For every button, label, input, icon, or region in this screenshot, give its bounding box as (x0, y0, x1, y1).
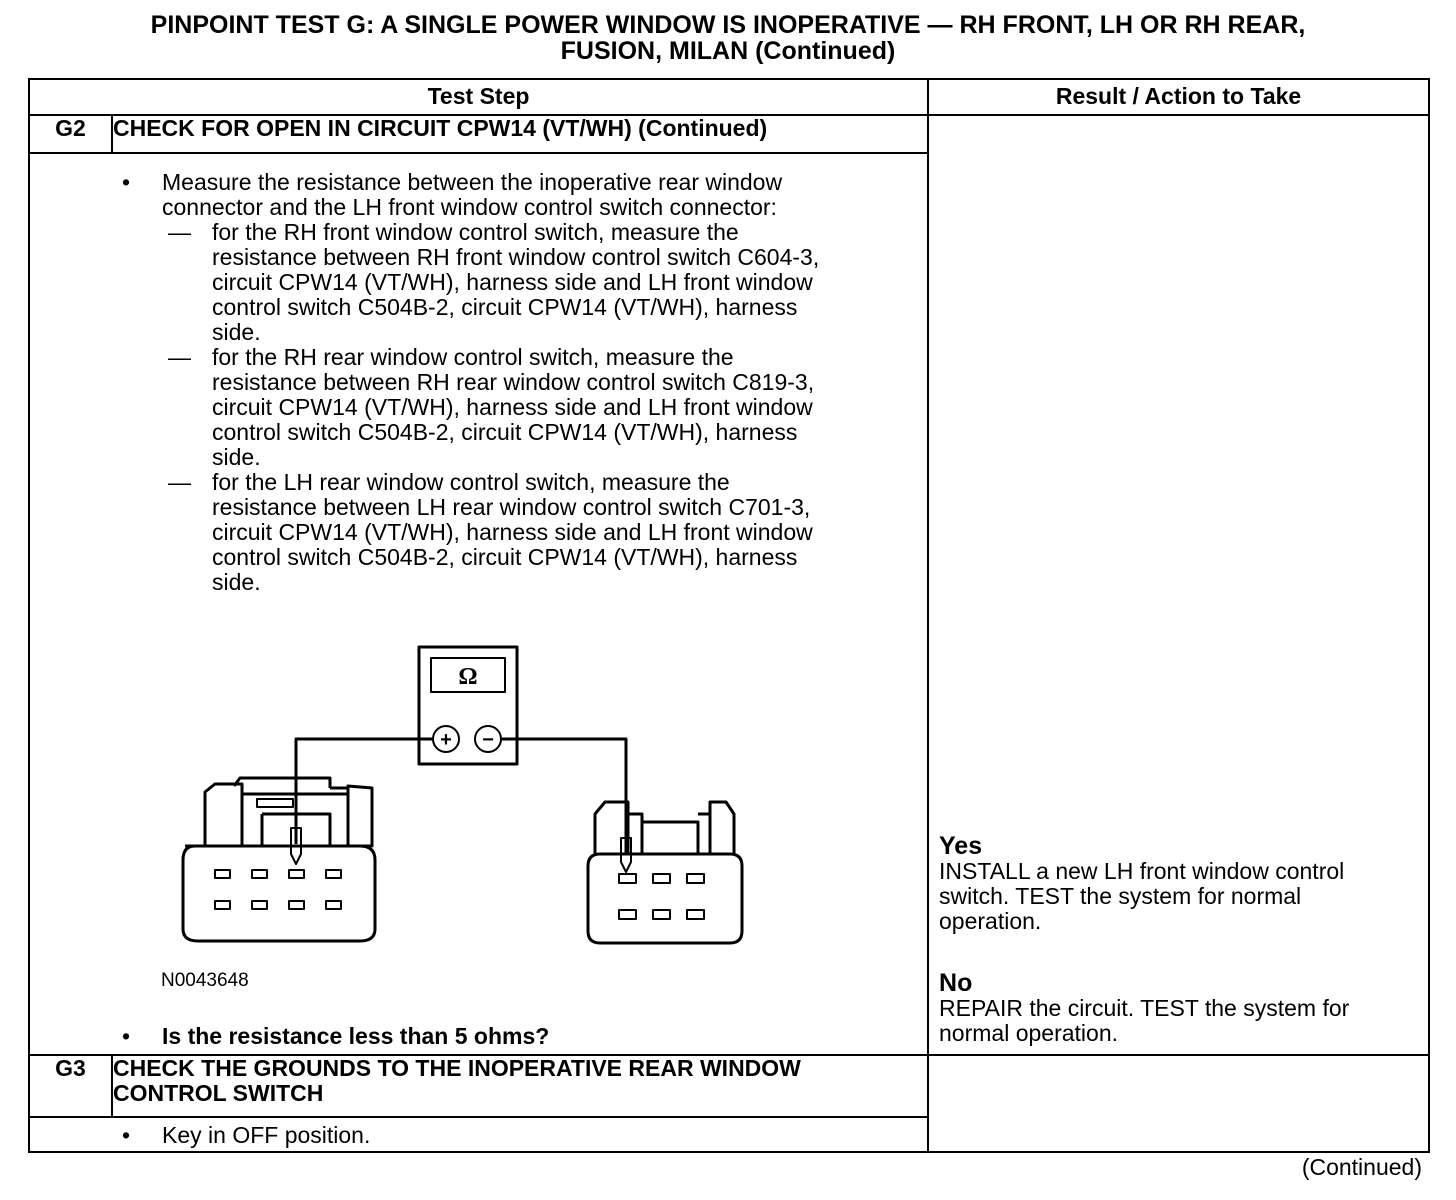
no-line-2: normal operation. (939, 1020, 1119, 1046)
ohmmeter-connector-diagram (30, 154, 929, 1054)
title-line-1: PINPOINT TEST G: A SINGLE POWER WINDOW IS INOPERATIVE — RH FRONT, LH OR RH REAR, (150, 11, 1306, 39)
continued-label: (Continued) (1301, 1154, 1422, 1180)
subitem-line: for the RH rear window control switch, measure the (212, 344, 734, 370)
step-body-g2 (29, 153, 928, 1055)
header-test-step: Test Step (29, 79, 928, 115)
figure-id: N0043648 (161, 970, 249, 991)
plus-sign: + (440, 729, 452, 751)
yes-line-1: INSTALL a new LH front window control (939, 858, 1345, 884)
right-connector (588, 802, 742, 943)
g3-title-line-1: CHECK THE GROUNDS TO THE INOPERATIVE REAR WINDOW (113, 1055, 801, 1081)
pinpoint-test-table (28, 78, 1430, 1153)
yes-label: Yes (939, 832, 983, 860)
subitem-line: side. (212, 569, 261, 595)
dash-rh-rear: — (168, 344, 191, 370)
subitem-line: resistance between RH rear window control switch C819-3, (212, 369, 815, 395)
result-cell-g2 (928, 115, 1429, 1055)
title-line-2: FUSION, MILAN (Continued) (560, 37, 896, 65)
subitem-line: circuit CPW14 (VT/WH), harness side and LH front window (212, 269, 813, 295)
step-title-g3 (112, 1055, 928, 1117)
subitem-line: control switch C504B-2, circuit CPW14 (VT/WH), harness (212, 294, 798, 320)
page-title (28, 12, 1428, 64)
subitem-line: circuit CPW14 (VT/WH), harness side and LH front window (212, 394, 813, 420)
positive-test-lead (296, 739, 433, 844)
subitem-line: resistance between RH front window control switch C604-3, (212, 244, 820, 270)
measure-line-1: Measure the resistance between the inoperative rear window (162, 169, 783, 195)
right-connector-pins (619, 874, 704, 919)
bullet-question: • (122, 1023, 131, 1049)
result-yes (939, 834, 1419, 934)
key-off-text: Key in OFF position. (162, 1122, 371, 1148)
subitem-line: control switch C504B-2, circuit CPW14 (VT/WH), harness (212, 419, 798, 445)
left-connector-pins (215, 870, 341, 909)
step-body-g3 (29, 1117, 928, 1152)
subitem-line: for the LH rear window control switch, measure the (212, 469, 730, 495)
dash-lh-rear: — (168, 469, 191, 495)
subitem-line: control switch C504B-2, circuit CPW14 (VT/WH), harness (212, 544, 798, 570)
subitem-line: for the RH front window control switch, measure the (212, 219, 739, 245)
header-result-action: Result / Action to Take (928, 79, 1429, 115)
bullet-measure: • (122, 169, 131, 195)
yes-line-3: operation. (939, 908, 1042, 934)
dash-rh-front: — (168, 219, 191, 245)
subitem-line: side. (212, 319, 261, 345)
measure-line-2: connector and the LH front window control switch connector: (162, 194, 777, 220)
no-label: No (939, 969, 973, 997)
subitem-line: circuit CPW14 (VT/WH), harness side and LH front window (212, 519, 813, 545)
yes-line-2: switch. TEST the system for normal (939, 883, 1302, 909)
ohm-symbol: Ω (458, 664, 478, 690)
subitem-line: resistance between LH rear window control switch C701-3, (212, 494, 811, 520)
g3-title-line-2: CONTROL SWITCH (113, 1080, 324, 1106)
step-title-g2: CHECK FOR OPEN IN CIRCUIT CPW14 (VT/WH) (Continued) (112, 115, 928, 153)
step-id-g3: G3 (29, 1055, 112, 1117)
left-connector (183, 778, 375, 941)
result-no (939, 971, 1419, 1046)
no-line-1: REPAIR the circuit. TEST the system for (939, 995, 1350, 1021)
bullet-key: • (122, 1122, 131, 1148)
negative-test-lead (501, 739, 626, 854)
result-cell-g3 (928, 1055, 1429, 1152)
question-text: Is the resistance less than 5 ohms? (162, 1023, 550, 1049)
minus-sign: − (482, 729, 494, 751)
step-id-g2: G2 (29, 115, 112, 153)
subitem-line: side. (212, 444, 261, 470)
